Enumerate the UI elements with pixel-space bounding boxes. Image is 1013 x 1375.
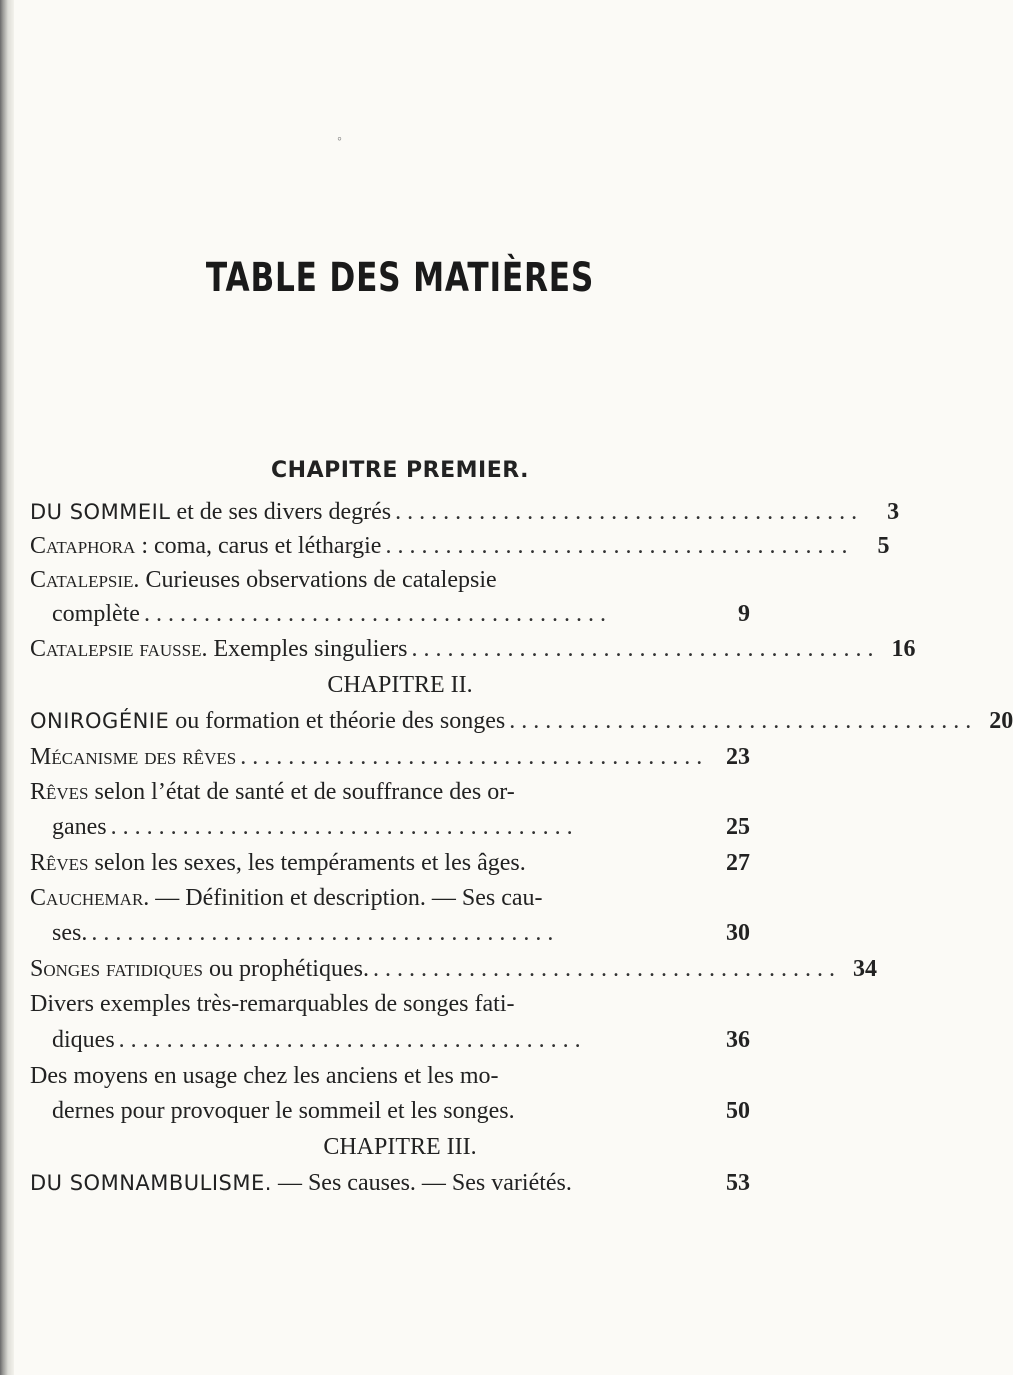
- page-title: TABLE DES MATIÈRES: [205, 255, 595, 301]
- toc-entry-label: ses.: [52, 920, 88, 946]
- leader-dots: . . . . . . . . . . . . . . . . . . . . . . . . . . . . . . . . . . . . . . .: [372, 956, 835, 982]
- toc-entry-label: Catalepsie. Curieuses observations de catalepsie: [30, 567, 497, 593]
- page-number: 3: [887, 499, 900, 525]
- toc-entry-label: Rêves selon les sexes, les tempéraments et les âges.: [30, 850, 526, 876]
- toc-entry-label: ONIROGÉNIE ou formation et théorie des songes: [30, 708, 506, 734]
- leader-dots: . . . . . . . . . . . . . . . . . . . . . . . . . . . . . . . . . . . . . . .: [91, 920, 554, 946]
- toc-entry-continuation: [52, 814, 750, 850]
- leader-dots: . . . . . . . . . . . . . . . . . . . . . . . . . . . . . . . . . . . . . . .: [411, 636, 874, 662]
- toc-entry-label: Songes fatidiques ou prophétiques.: [30, 956, 369, 982]
- toc-entry: [30, 708, 1013, 744]
- page-number: 53: [726, 1170, 750, 1196]
- chapter-heading-1: CHAPITRE PREMIER.: [271, 458, 529, 483]
- toc-entry-label: Cauchemar. — Définition et description. — Ses cau-: [30, 885, 543, 911]
- toc-entry-label: Cataphora : coma, carus et léthargie: [30, 533, 382, 559]
- page-number: 50: [726, 1098, 750, 1124]
- toc-entry: [30, 744, 750, 780]
- chapter-heading-2: CHAPITRE II.: [327, 672, 473, 698]
- toc-entry: [30, 1063, 750, 1099]
- chapter-heading-3: CHAPITRE III.: [323, 1134, 477, 1160]
- toc-entry-continuation: [52, 1027, 750, 1063]
- leader-dots: . . . . . . . . . . . . . . . . . . . . . . . . . . . . . . . . . . . . . . .: [118, 1027, 581, 1053]
- toc-entry-label: dernes pour provoquer le sommeil et les songes.: [52, 1098, 515, 1124]
- toc-entry-label: DU SOMMEIL et de ses divers degrés: [30, 499, 392, 525]
- page-number: 23: [726, 744, 750, 770]
- toc-entry-continuation: [52, 1098, 750, 1134]
- page-number: 5: [877, 533, 890, 559]
- leader-dots: . . . . . . . . . . . . . . . . . . . . . . . . . . . . . . . . . . . . . . .: [110, 814, 573, 840]
- toc-entry-label: Divers exemples très-remarquables de songes fati-: [30, 991, 515, 1017]
- page-number: 20: [989, 708, 1013, 734]
- toc-entry: [30, 636, 916, 672]
- leader-dots: . . . . . . . . . . . . . . . . . . . . . . . . . . . . . . . . . . . . . . .: [395, 499, 858, 525]
- toc-entry-label: Mécanisme des rêves: [30, 744, 237, 770]
- page-number: 30: [726, 920, 750, 946]
- page-number: 27: [726, 850, 750, 876]
- toc-entry-label: Catalepsie fausse. Exemples singuliers: [30, 636, 408, 662]
- toc-entry-label: Des moyens en usage chez les anciens et les mo-: [30, 1063, 499, 1089]
- toc-entry: [30, 850, 750, 886]
- toc-entry: [30, 885, 750, 921]
- toc-entry-label: diques: [52, 1027, 115, 1053]
- page-blemish: ◦: [337, 132, 342, 147]
- leader-dots: . . . . . . . . . . . . . . . . . . . . . . . . . . . . . . . . . . . . . . .: [143, 601, 606, 627]
- toc-entry: [30, 499, 900, 535]
- toc-entry-continuation: [52, 601, 750, 637]
- toc-entry-label: Rêves selon l’état de santé et de souffrance des or-: [30, 779, 515, 805]
- toc-entry: [30, 533, 890, 569]
- page-number: 36: [726, 1027, 750, 1053]
- toc-entry: [30, 567, 750, 603]
- page-number: 25: [726, 814, 750, 840]
- toc-entry: [30, 991, 750, 1027]
- toc-entry: [30, 956, 877, 992]
- toc-entry: [30, 779, 750, 815]
- toc-entry: [30, 1170, 750, 1206]
- page-number: 34: [852, 956, 877, 982]
- leader-dots: . . . . . . . . . . . . . . . . . . . . . . . . . . . . . . . . . . . . . . .: [240, 744, 703, 770]
- leader-dots: . . . . . . . . . . . . . . . . . . . . . . . . . . . . . . . . . . . . . . .: [509, 708, 972, 734]
- toc-entry-label: ganes: [52, 814, 107, 840]
- page-number: 16: [891, 636, 916, 662]
- leader-dots: . . . . . . . . . . . . . . . . . . . . . . . . . . . . . . . . . . . . . . .: [385, 533, 848, 559]
- page-number: 9: [738, 601, 750, 627]
- toc-entry-label: complète: [52, 601, 140, 627]
- toc-entry-label: DU SOMNAMBULISME. — Ses causes. — Ses variétés.: [30, 1170, 572, 1196]
- toc-entry-continuation: [52, 920, 750, 956]
